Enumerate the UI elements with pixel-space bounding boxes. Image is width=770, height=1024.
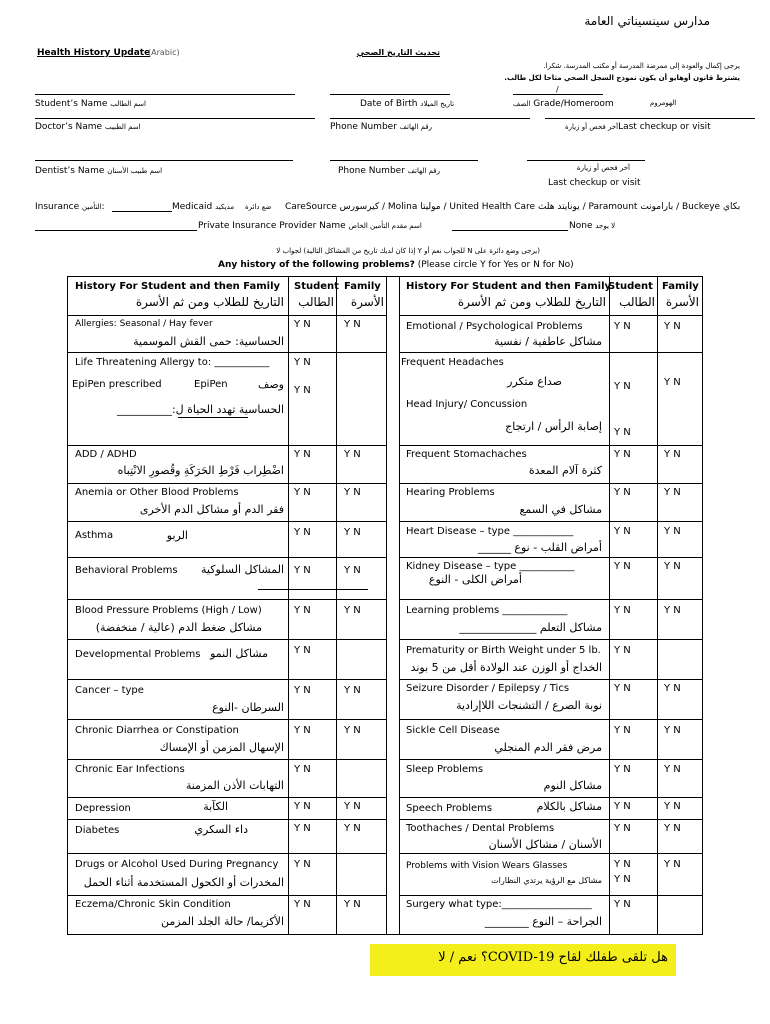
- condition-label-ar: الأسنان / مشاكل الأسنان: [488, 838, 602, 851]
- behavioral-writein-line[interactable]: [258, 589, 368, 590]
- row-divider: [68, 819, 386, 820]
- student-col-header: Student: [608, 281, 653, 292]
- family-yn[interactable]: Y N: [344, 899, 361, 910]
- family-yn[interactable]: Y N: [664, 725, 681, 736]
- student-yn[interactable]: Y N: [614, 764, 631, 775]
- family-yn[interactable]: Y N: [664, 605, 681, 616]
- family-yn[interactable]: Y N: [344, 565, 361, 576]
- private-insurance-label: Private Insurance Provider Name اسم مقدم التأمين الخاص: [198, 221, 422, 231]
- condition-label-ar: المشاكل السلوكية: [201, 563, 284, 576]
- row-divider: [68, 483, 386, 484]
- last-checkup-label: آخر فحص أو زيارةLast checkup or visit: [565, 122, 711, 132]
- dob-line[interactable]: [330, 94, 450, 95]
- dentist-name-line[interactable]: [35, 160, 293, 161]
- row-divider: [399, 352, 702, 353]
- instructions-ar: (يرجى وضع دائرة على N للجواب نعم أو Y إذا كان لديك تاريخ من المشاكل التالية) لجواب لا: [276, 247, 540, 255]
- row-divider: [68, 557, 386, 558]
- medicaid-label: Medicaid مديكيد: [172, 202, 235, 212]
- condition-label-ar: مشاكل عاطفية / نفسية: [494, 335, 602, 348]
- student-yn[interactable]: Y N: [614, 645, 631, 656]
- glasses-yn[interactable]: Y N: [614, 874, 631, 885]
- epipen-yn[interactable]: Y N: [294, 385, 311, 396]
- student-yn[interactable]: Y N: [294, 685, 311, 696]
- table-header-ar: التاريخ للطلاب ومن ثم الأسرة: [457, 295, 606, 309]
- family-yn[interactable]: Y N: [664, 561, 681, 572]
- row-divider: [68, 679, 386, 680]
- condition-label: Learning problems _____________: [406, 605, 568, 616]
- condition-label: Toothaches / Dental Problems: [406, 823, 555, 834]
- condition-label-ar: مشاكل النوم: [543, 779, 602, 792]
- dob-label: Date of Birth تاريخ الميلاد: [360, 99, 455, 109]
- student-yn[interactable]: Y N: [614, 801, 631, 812]
- col-divider: [386, 277, 387, 934]
- student-yn[interactable]: Y N: [294, 487, 311, 498]
- condition-label: Depression: [75, 803, 131, 814]
- row-divider: [68, 895, 386, 896]
- row-divider: [68, 797, 386, 798]
- condition-label-ar: الجراحة – النوع ________: [484, 915, 602, 928]
- row-divider: [68, 853, 386, 854]
- student-yn[interactable]: Y N: [294, 319, 311, 330]
- student-col-header-ar: الطالب: [619, 295, 655, 309]
- dentist-name-label: Dentist’s Name اسم طبيب الأسنان: [35, 166, 163, 176]
- row-divider: [399, 599, 702, 600]
- intro-text-2: يشترط قانون أوهايو أن يكون نموذج السجل الصحي متاحا لكل طالب.: [504, 74, 740, 82]
- row-divider: [399, 483, 702, 484]
- school-name: مدارس سينسيناتي العامة: [584, 14, 710, 28]
- medicaid-line[interactable]: [112, 211, 172, 212]
- family-yn[interactable]: Y N: [664, 764, 681, 775]
- condition-label: Chronic Ear Infections: [75, 764, 185, 775]
- condition-label: Life Threatening Allergy to: ___________: [75, 357, 270, 368]
- table-header-ar: التاريخ للطلاب ومن ثم الأسرة: [135, 295, 284, 309]
- condition-label: Sickle Cell Disease: [406, 725, 500, 736]
- row-divider: [399, 895, 702, 896]
- row-divider: [399, 315, 702, 316]
- condition-label-ar: مشاكل بالكلام: [536, 800, 602, 813]
- student-yn[interactable]: Y N: [614, 683, 631, 694]
- epipen-label-ar: وصف: [257, 378, 284, 391]
- student-col-header-ar: الطالب: [298, 295, 334, 309]
- condition-label: Problems with Vision Wears Glasses: [406, 861, 568, 871]
- row-divider: [399, 679, 702, 680]
- table-header: History For Student and then Family: [406, 281, 612, 292]
- dentist-checkup-line[interactable]: [527, 160, 645, 161]
- condition-label: Hearing Problems: [406, 487, 495, 498]
- condition-label-ar: الإسهال المزمن أو الإمساك: [159, 741, 284, 754]
- condition-label-ar: مشاكل النمو: [210, 647, 268, 660]
- student-yn[interactable]: Y N: [614, 449, 631, 460]
- row-divider: [68, 445, 386, 446]
- grade-line[interactable]: [513, 94, 603, 95]
- student-yn[interactable]: Y N: [294, 801, 311, 812]
- student-yn[interactable]: Y N: [614, 823, 631, 834]
- row-divider: [68, 315, 386, 316]
- form-language: (Arabic): [148, 48, 180, 57]
- covid-vaccine-question[interactable]: هل تلقى طفلك لقاح COVID-19؟ نعم / لا: [370, 944, 676, 976]
- family-col-header-ar: الأسرة: [350, 295, 384, 309]
- condition-label: Prematurity or Birth Weight under 5 lb.: [406, 645, 601, 656]
- family-col-header-ar: الأسرة: [665, 295, 699, 309]
- condition-label: Eczema/Chronic Skin Condition: [75, 899, 231, 910]
- condition-label: Diabetes: [75, 825, 120, 836]
- dentist-phone-label: Phone Number رقم الهاتف: [338, 166, 441, 176]
- student-name-label: Student’s Name اسم الطالب: [35, 99, 146, 109]
- condition-label: Heart Disease – type ____________: [406, 526, 574, 537]
- condition-label-ar: أمراض الكلى - النوع: [428, 573, 522, 586]
- family-yn[interactable]: Y N: [664, 823, 681, 834]
- student-col-header: Student: [294, 281, 339, 292]
- condition-label-ar: مشاكل في السمع: [519, 503, 602, 516]
- student-yn[interactable]: Y N: [614, 725, 631, 736]
- student-yn[interactable]: Y N: [294, 565, 311, 576]
- doctor-name-label: Doctor’s Name اسم الطبيب: [35, 122, 141, 132]
- row-divider: [399, 759, 702, 760]
- dentist-phone-line[interactable]: [330, 160, 478, 161]
- table-header: History For Student and then Family: [75, 281, 281, 292]
- doctor-phone-line[interactable]: [330, 118, 530, 119]
- family-yn[interactable]: Y N: [664, 801, 681, 812]
- condition-label: Frequent Stomachaches: [406, 449, 527, 460]
- intro-text-1: يرجى إكمال والعودة إلى ممرضة المدرسة أو مكتب المدرسة. شكرا.: [543, 62, 740, 70]
- family-yn[interactable]: Y N: [664, 683, 681, 694]
- condition-label-ar: التهابات الأذن المزمنة: [185, 779, 284, 792]
- grade-label-ar: الهومروم: [650, 99, 677, 107]
- condition-label-ar: السرطان -النوع: [212, 701, 284, 714]
- family-yn[interactable]: Y N: [664, 526, 681, 537]
- family-yn[interactable]: Y N: [664, 377, 681, 388]
- condition-label-ar: مشاكل مع الرؤية يرتدي النظارات: [491, 876, 602, 885]
- condition-label-ar: الحساسية: حمى القش الموسمية: [133, 335, 284, 348]
- col-divider: [336, 277, 337, 934]
- col-divider: [657, 277, 658, 934]
- condition-label-ar: مشاكل التعلم ______________: [459, 621, 602, 634]
- condition-label-ar: الأكزيما/ حالة الجلد المزمن: [160, 915, 284, 928]
- condition-label: Emotional / Psychological Problems: [406, 321, 583, 332]
- condition-label: Drugs or Alcohol Used During Pregnancy: [75, 859, 279, 870]
- condition-label-ar: الربو: [166, 529, 188, 542]
- condition-label: Cancer – type: [75, 685, 144, 696]
- student-yn[interactable]: Y N: [294, 449, 311, 460]
- condition-label-ar: كثرة آلام المعدة: [528, 464, 602, 477]
- condition-label-ar: داء السكري: [194, 823, 248, 836]
- condition-label: Allergies: Seasonal / Hay fever: [75, 319, 213, 329]
- epipen-prescribed-label: EpiPen prescribed: [72, 379, 162, 390]
- condition-label: Frequent Headaches: [401, 357, 504, 368]
- row-divider: [399, 853, 702, 854]
- condition-label: Speech Problems: [406, 803, 493, 814]
- row-divider: [399, 797, 702, 798]
- student-yn[interactable]: Y N: [294, 645, 311, 656]
- student-yn[interactable]: Y N: [614, 427, 631, 438]
- dentist-checkup-label: Last checkup or visit: [548, 178, 641, 188]
- family-yn[interactable]: Y N: [344, 801, 361, 812]
- col-divider: [609, 277, 610, 934]
- row-divider: [399, 819, 702, 820]
- circle-note: ضع دائرة: [245, 203, 272, 211]
- condition-label-ar: إصابة الرأس / ارتجاج: [505, 420, 602, 433]
- instructions-en: Any history of the following problems? (Please circle Y for Yes or N for No): [218, 260, 574, 270]
- condition-label-ar: مشاكل ضغط الدم (عالية / منخفضة): [95, 621, 262, 634]
- student-yn[interactable]: Y N: [614, 605, 631, 616]
- dentist-checkup-label-ar: آخر فحص أو زيارة: [576, 164, 630, 172]
- student-yn[interactable]: Y N: [294, 357, 311, 368]
- family-yn[interactable]: Y N: [344, 449, 361, 460]
- condition-label-ar: نوبة الصرع / التشنجات اللاإرادية: [456, 699, 602, 712]
- condition-label-ar: الكآبة: [203, 800, 228, 813]
- student-yn[interactable]: Y N: [294, 859, 311, 870]
- student-yn[interactable]: Y N: [614, 381, 631, 392]
- row-divider: [68, 521, 386, 522]
- condition-label: Anemia or Other Blood Problems: [75, 487, 239, 498]
- row-divider: [399, 521, 702, 522]
- allergy-writein-line[interactable]: [178, 417, 248, 418]
- condition-label-ar: المخدرات أو الكحول المستخدمة أثناء الحمل: [83, 876, 284, 889]
- student-yn[interactable]: Y N: [294, 764, 311, 775]
- col-divider: [288, 277, 289, 934]
- student-yn[interactable]: Y N: [614, 899, 631, 910]
- private-insurance-line[interactable]: [35, 230, 197, 231]
- condition-label-ar: صداع متكرر: [507, 375, 562, 388]
- condition-label: Chronic Diarrhea or Constipation: [75, 725, 239, 736]
- history-table: [67, 276, 703, 935]
- epipen-label: EpiPen: [194, 379, 228, 390]
- doctor-name-line[interactable]: [35, 118, 315, 119]
- condition-label: Surgery what type:__________________: [406, 899, 592, 910]
- form-title-ar: تحديث التاريخ الصحي: [356, 48, 440, 57]
- condition-label: Behavioral Problems: [75, 565, 178, 576]
- row-divider: [68, 352, 386, 353]
- none-line[interactable]: [452, 230, 568, 231]
- family-col-header: Family: [344, 281, 381, 292]
- condition-label: Asthma: [75, 530, 114, 541]
- condition-label-ar: فقر الدم أو مشاكل الدم الأخرى: [139, 503, 284, 516]
- grade-label: الصف Grade/Homeroom: [513, 99, 614, 109]
- family-yn[interactable]: Y N: [664, 859, 681, 870]
- family-yn[interactable]: Y N: [344, 319, 361, 330]
- insurance-options[interactable]: CareSource كيرسورس / Molina موليتا / United Health Care يونايتد هلث / Paramount بارامونت / Buckeye بكاي: [285, 202, 741, 212]
- slash-mark: /: [556, 85, 559, 94]
- family-yn[interactable]: Y N: [664, 449, 681, 460]
- condition-label-ar: مرض فقر الدم المنجلي: [494, 741, 602, 754]
- condition-label-ar: اضْطِراب فَرْطِ الحَرَكَةِ وقُصورِ الانْتِباه: [117, 464, 284, 477]
- row-divider: [68, 639, 386, 640]
- none-label: None لا يوجد: [569, 221, 616, 231]
- col-divider: [399, 277, 400, 934]
- form-title: Health History Update: [37, 48, 151, 58]
- condition-label-ar: الخداج أو الوزن عند الولادة أقل من 5 بوند: [410, 661, 602, 674]
- family-col-header: Family: [662, 281, 699, 292]
- family-yn[interactable]: Y N: [344, 487, 361, 498]
- student-yn[interactable]: Y N: [614, 526, 631, 537]
- condition-label-ar: الحساسية تهدد الحياة ل:__________: [116, 403, 284, 416]
- student-yn[interactable]: Y N: [294, 725, 311, 736]
- doctor-phone-label: Phone Number رقم الهاتف: [330, 122, 433, 132]
- row-divider: [399, 445, 702, 446]
- family-yn[interactable]: Y N: [344, 685, 361, 696]
- student-yn[interactable]: Y N: [294, 823, 311, 834]
- insurance-label: Insurance التأمين:: [35, 202, 105, 212]
- condition-label: Blood Pressure Problems (High / Low): [75, 605, 262, 616]
- family-yn[interactable]: Y N: [344, 527, 361, 538]
- family-yn[interactable]: Y N: [344, 823, 361, 834]
- row-divider: [68, 759, 386, 760]
- row-divider: [68, 719, 386, 720]
- family-yn[interactable]: Y N: [344, 725, 361, 736]
- student-yn[interactable]: Y N: [614, 561, 631, 572]
- row-divider: [399, 557, 702, 558]
- family-yn[interactable]: Y N: [664, 321, 681, 332]
- condition-label: Head Injury/ Concussion: [406, 399, 528, 410]
- student-yn[interactable]: Y N: [294, 899, 311, 910]
- family-yn[interactable]: Y N: [664, 487, 681, 498]
- family-yn[interactable]: Y N: [344, 605, 361, 616]
- student-yn[interactable]: Y N: [614, 487, 631, 498]
- row-divider: [399, 719, 702, 720]
- last-checkup-line[interactable]: [545, 118, 755, 119]
- condition-label-ar: أمراض القلب - نوع ______: [477, 541, 602, 554]
- row-divider: [399, 639, 702, 640]
- student-yn[interactable]: Y N: [614, 859, 631, 870]
- student-yn[interactable]: Y N: [294, 605, 311, 616]
- condition-label: Kidney Disease – type ___________: [406, 561, 575, 572]
- student-yn[interactable]: Y N: [614, 321, 631, 332]
- condition-label: Developmental Problems: [75, 649, 201, 660]
- condition-label: ADD / ADHD: [75, 449, 137, 460]
- row-divider: [68, 599, 386, 600]
- condition-label: Seizure Disorder / Epilepsy / Tics: [406, 683, 570, 694]
- condition-label: Sleep Problems: [406, 764, 484, 775]
- student-name-line[interactable]: [35, 94, 295, 95]
- student-yn[interactable]: Y N: [294, 527, 311, 538]
